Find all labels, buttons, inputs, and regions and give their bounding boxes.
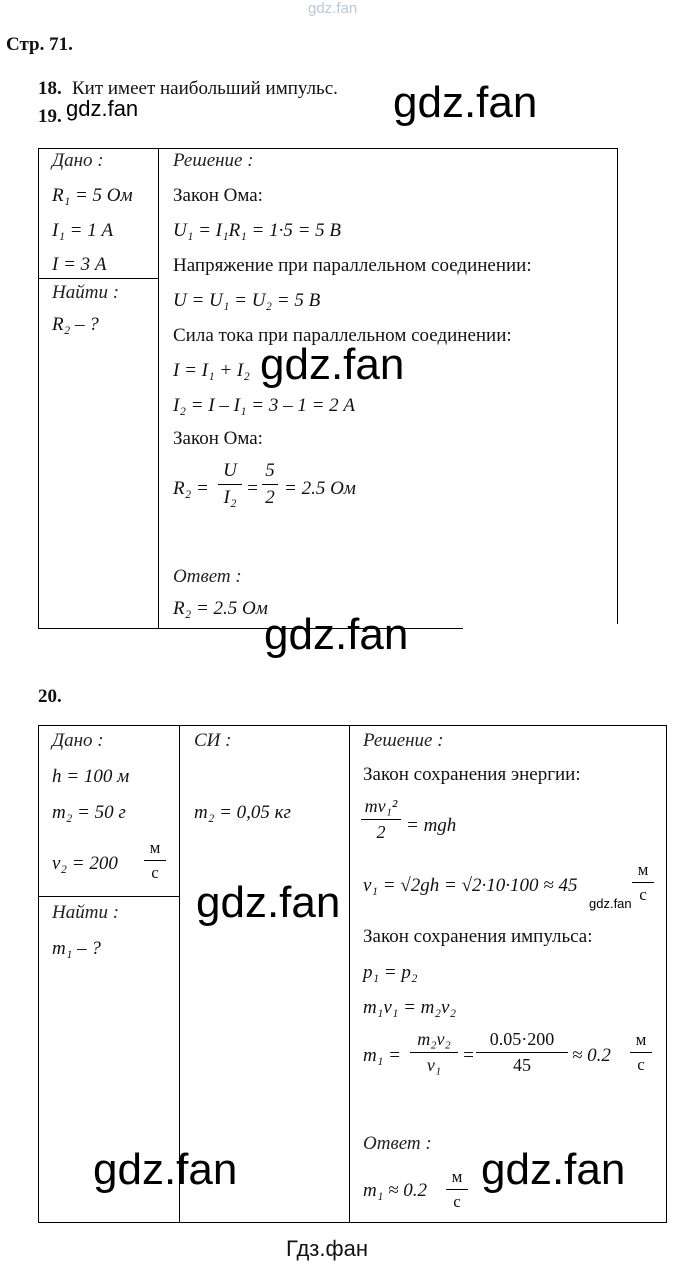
fraction-bar bbox=[410, 1052, 458, 1053]
task20-given-h: h = 100 м bbox=[52, 766, 130, 787]
task19-given-label: Дано : bbox=[52, 150, 104, 171]
table19-left-border bbox=[38, 148, 39, 629]
fraction-bar bbox=[476, 1052, 568, 1053]
task20-number: 20. bbox=[38, 686, 62, 707]
fraction-denominator: 45 bbox=[513, 1055, 531, 1075]
task20-given-label: Дано : bbox=[52, 730, 104, 751]
watermark-large: gdz.fan bbox=[93, 1145, 238, 1194]
fraction-numerator: 5 bbox=[265, 460, 275, 481]
task20-m1-eq: = bbox=[462, 1045, 475, 1066]
task20-given-v2: v₂ = 200 bbox=[52, 853, 118, 874]
task20-v1-unit bbox=[632, 860, 654, 905]
table20-left-border bbox=[38, 725, 39, 1223]
task19-answer-label: Ответ : bbox=[173, 566, 242, 587]
watermark-large: gdz.fan bbox=[264, 610, 409, 659]
table20-given-separator bbox=[38, 896, 179, 897]
fraction-numerator: м bbox=[637, 860, 649, 879]
task20-p-eq: p₁ = p₂ bbox=[363, 962, 418, 983]
fraction-bar bbox=[144, 860, 166, 861]
table20-right-border bbox=[666, 725, 667, 1223]
task20-si-label: СИ : bbox=[194, 730, 232, 751]
task20-m1-fraction1 bbox=[410, 1029, 458, 1076]
top-watermark: gdz.fan bbox=[308, 0, 358, 17]
fraction-numerator: м bbox=[451, 1167, 463, 1186]
task20-answer-unit bbox=[446, 1167, 468, 1212]
fraction-numerator: m₂v₂ bbox=[417, 1029, 451, 1049]
table19-right-border bbox=[617, 148, 618, 624]
task20-answer: m₁ ≈ 0.2 bbox=[363, 1180, 428, 1201]
fraction-numerator: U bbox=[223, 460, 237, 481]
page-label: Стр. 71. bbox=[6, 34, 73, 55]
task19-number: 19. bbox=[38, 106, 62, 127]
task19-parallel-voltage: Напряжение при параллельном соединении: bbox=[173, 255, 532, 276]
watermark-large: gdz.fan bbox=[260, 340, 405, 389]
task19-solution-label: Решение : bbox=[173, 150, 254, 171]
task20-find: m₁ – ? bbox=[52, 938, 101, 959]
table19-given-separator bbox=[38, 278, 158, 279]
task19-answer: R₂ = 2.5 Ом bbox=[173, 598, 268, 619]
task20-momentum-law: Закон сохранения импульса: bbox=[363, 926, 593, 947]
task20-energy-rhs: = mgh bbox=[406, 815, 457, 836]
task20-answer-label: Ответ : bbox=[363, 1133, 432, 1154]
task18-number: 18. bbox=[38, 78, 62, 99]
fraction-bar bbox=[262, 484, 278, 485]
fraction-bar bbox=[632, 882, 654, 883]
watermark-large: gdz.fan bbox=[481, 1145, 626, 1194]
watermark-small: gdz.fan bbox=[66, 96, 139, 121]
task20-m1-result: ≈ 0.2 bbox=[572, 1045, 611, 1066]
table20-top-border bbox=[38, 725, 667, 726]
task20-energy-fraction bbox=[361, 796, 401, 843]
watermark-large: gdz.fan bbox=[393, 78, 538, 127]
table19-top-border bbox=[38, 148, 618, 149]
fraction-numerator: м bbox=[635, 1030, 647, 1049]
task20-m1-fraction2 bbox=[476, 1029, 568, 1076]
fraction-numerator: м bbox=[149, 838, 161, 857]
fraction-numerator: mv₁² bbox=[364, 796, 398, 816]
task19-r2-fraction1 bbox=[218, 460, 242, 509]
watermark-large: gdz.fan bbox=[196, 878, 341, 927]
task19-find: R₂ – ? bbox=[52, 314, 99, 335]
task20-given-m2: m₂ = 50 г bbox=[52, 802, 126, 823]
fraction-denominator: I₂ bbox=[223, 487, 237, 508]
table19-divider bbox=[158, 148, 159, 629]
task20-v1-eq: v₁ = √2gh = √2·10·100 ≈ 45 bbox=[363, 875, 578, 896]
fraction-denominator: с bbox=[151, 863, 159, 882]
task19-ohm-law-1: Закон Ома: bbox=[173, 185, 263, 206]
fraction-denominator: с bbox=[637, 1055, 645, 1074]
fraction-bar bbox=[446, 1189, 468, 1190]
task20-energy-law: Закон сохранения энергии: bbox=[363, 764, 581, 785]
task20-si-value: m₂ = 0,05 кг bbox=[194, 802, 291, 823]
fraction-bar bbox=[630, 1052, 652, 1053]
task19-given-i: I = 3 А bbox=[52, 254, 107, 275]
fraction-bar bbox=[218, 484, 242, 485]
footer-watermark: Гдз.фан bbox=[286, 1236, 368, 1261]
task19-r2-lhs: R₂ = bbox=[173, 478, 209, 499]
task20-mv-eq: m₁v₁ = m₂v₂ bbox=[363, 997, 457, 1018]
task19-find-label: Найти : bbox=[52, 282, 120, 303]
fraction-numerator: 0.05·200 bbox=[489, 1029, 555, 1049]
task19-r2-eq: = bbox=[246, 478, 259, 499]
task19-parallel-current: Сила тока при параллельном соединении: bbox=[173, 325, 512, 346]
task19-u1-eq: U₁ = I₁R₁ = 1·5 = 5 В bbox=[173, 220, 342, 241]
fraction-denominator: v₁ bbox=[426, 1055, 442, 1075]
task19-given-i1: I₁ = 1 А bbox=[52, 220, 114, 241]
task19-i-sum: I = I₁ + I₂ bbox=[173, 360, 250, 381]
task19-ohm-law-2: Закон Ома: bbox=[173, 428, 263, 449]
fraction-denominator: с bbox=[453, 1192, 461, 1211]
table20-bottom-border bbox=[38, 1222, 667, 1223]
task19-i2-eq: I₂ = I – I₁ = 3 – 1 = 2 А bbox=[173, 395, 356, 416]
task20-v2-unit bbox=[144, 838, 166, 883]
task20-solution-label: Решение : bbox=[363, 730, 444, 751]
task20-m1-lhs: m₁ = bbox=[363, 1045, 401, 1066]
fraction-denominator: 2 bbox=[265, 487, 275, 508]
task20-find-label: Найти : bbox=[52, 902, 120, 923]
task18-text: Кит имеет наибольший импульс. bbox=[72, 78, 338, 99]
fraction-bar bbox=[361, 819, 401, 820]
task19-r2-result: = 2.5 Ом bbox=[284, 478, 356, 499]
fraction-denominator: 2 bbox=[376, 822, 386, 842]
task19-u-eq: U = U₁ = U₂ = 5 В bbox=[173, 290, 321, 311]
task20-m1-unit bbox=[630, 1030, 652, 1075]
task19-given-r1: R₁ = 5 Ом bbox=[52, 185, 133, 206]
watermark-tiny: gdz.fan bbox=[589, 896, 632, 911]
task19-r2-fraction2 bbox=[262, 460, 278, 509]
fraction-denominator: с bbox=[639, 885, 647, 904]
table20-divider-2 bbox=[349, 725, 350, 1223]
